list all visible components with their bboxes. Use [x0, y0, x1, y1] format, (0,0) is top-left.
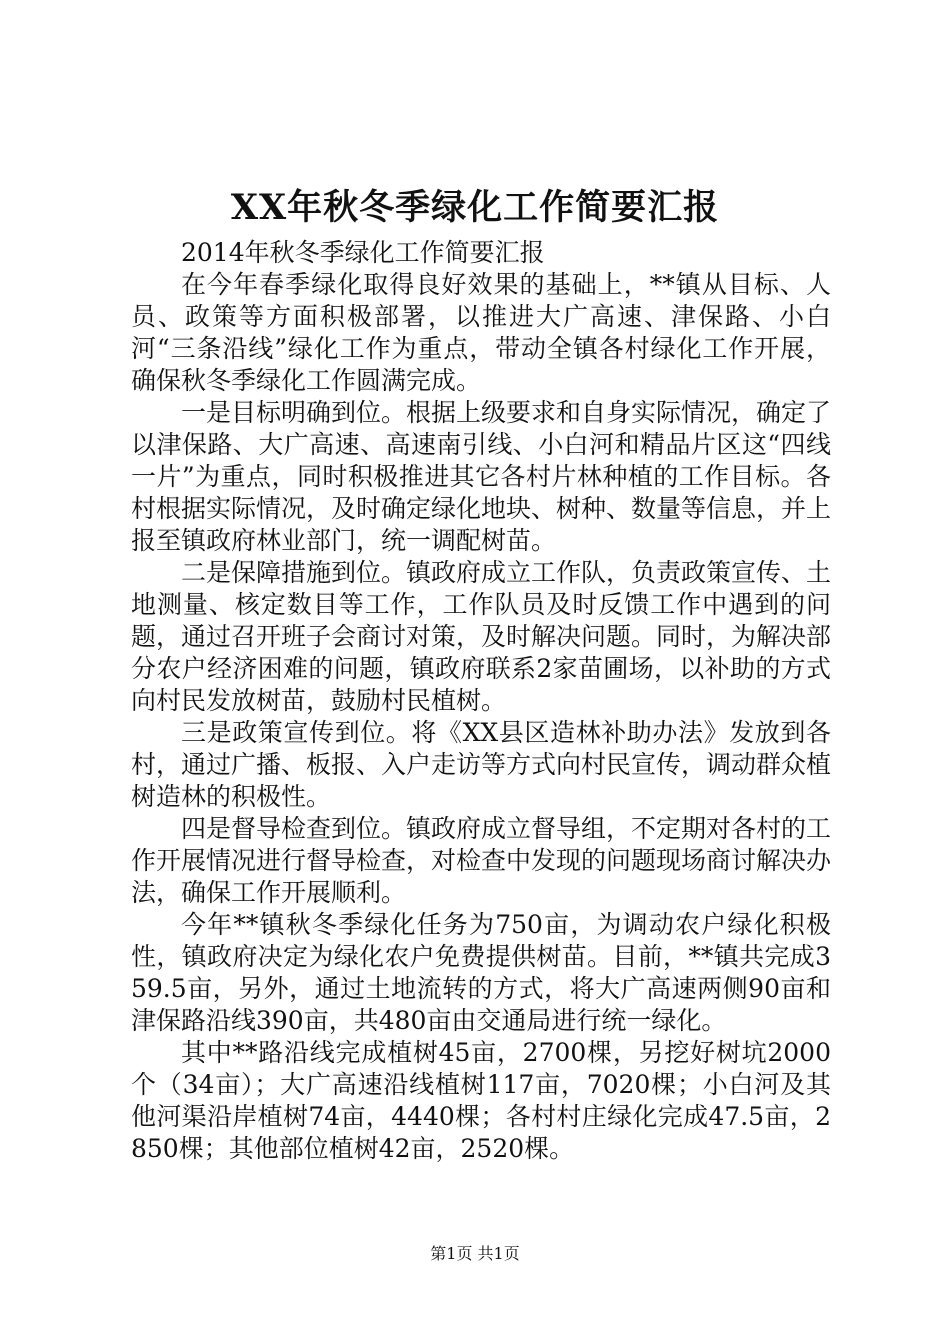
- progress-paragraph: 今年**镇秋冬季绿化任务为750亩，为调动农户绿化积极性，镇政府决定为绿化农户免费提供树苗。目前，**镇共完成359.5亩，另外，通过土地流转的方式，将大广高速两侧90亩和津保路沿线390亩，共480亩由交通局进行统一绿化。: [131, 910, 831, 1035]
- document-body: [131, 237, 831, 1165]
- measures-paragraph: 二是保障措施到位。镇政府成立工作队，负责政策宣传、土地测量、核定数目等工作，工作队员及时反馈工作中遇到的问题，通过召开班子会商讨对策，及时解决问题。同时，为解决部分农户经济困难的问题，镇政府联系2家苗圃场，以补助的方式向村民发放树苗，鼓励村民植树。: [131, 558, 832, 715]
- target-paragraph: 一是目标明确到位。根据上级要求和自身实际情况，确定了以津保路、大广高速、高速南引线、小白河和精品片区这“四线一片”为重点，同时积极推进其它各村片林种植的工作目标。各村根据实际情况，及时确定绿化地块、树种、数量等信息，并上报至镇政府林业部门，统一调配树苗。: [131, 398, 832, 555]
- publicity-paragraph: 三是政策宣传到位。将《XX县区造林补助办法》发放到各村，通过广播、板报、入户走访等方式向村民宣传，调动群众植树造林的积极性。: [131, 718, 832, 811]
- document-subtitle-paragraph: 2014年秋冬季绿化工作简要汇报: [181, 238, 545, 267]
- details-paragraph: 其中**路沿线完成植树45亩，2700棵，另挖好树坑2000个（34亩）；大广高速沿线植树117亩，7020棵；小白河及其他河渠沿岸植树74亩，4440棵；各村村庄绿化完成47.5亩，2850棵；其他部位植树42亩，2520棵。: [131, 1038, 831, 1163]
- document-title: XX年秋冬季绿化工作简要汇报: [230, 187, 720, 228]
- supervision-paragraph: 四是督导检查到位。镇政府成立督导组，不定期对各村的工作开展情况进行督导检查，对检查中发现的问题现场商讨解决办法，确保工作开展顺利。: [131, 814, 832, 907]
- page-footer: 第1页 共1页: [430, 1244, 520, 1263]
- intro-paragraph: 在今年春季绿化取得良好效果的基础上，**镇从目标、人员、政策等方面积极部署，以推进大广高速、津保路、小白河“三条沿线”绿化工作为重点，带动全镇各村绿化工作开展，确保秋冬季绿化工作圆满完成。: [131, 270, 831, 395]
